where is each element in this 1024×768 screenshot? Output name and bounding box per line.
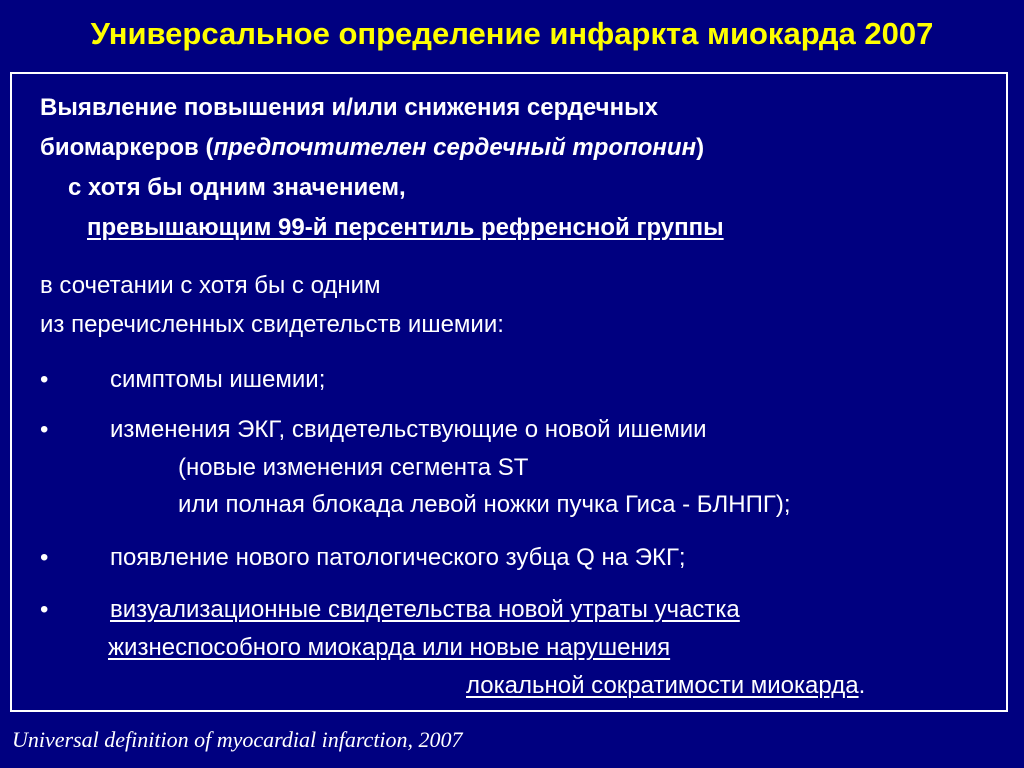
item-4-line-3 xyxy=(466,671,865,701)
criterion-line-2-pre: биомаркеров ( xyxy=(40,134,214,161)
item-4-line-3-end: . xyxy=(858,672,866,699)
item-3-line-1: появление нового патологического зубца Q на ЭКГ; xyxy=(110,544,686,571)
item-2-line-3: или полная блокада левой ножки пучка Гиса - БЛНПГ); xyxy=(178,491,791,518)
bullet-1: • xyxy=(40,366,49,393)
bullet-2: • xyxy=(40,416,49,443)
source-citation: Universal definition of myocardial infarction, 2007 xyxy=(12,727,463,752)
criterion-line-4: превышающим 99-й персентиль рефренсной группы xyxy=(87,214,724,241)
item-2-line-1: изменения ЭКГ, свидетельствующие о новой ишемии xyxy=(110,416,707,443)
item-4-line-1: визуализационные свидетельства новой утраты участка xyxy=(110,596,740,623)
intro-line-1: в сочетании с хотя бы с одним xyxy=(40,272,381,299)
item-4-line-3-text: локальной сократимости миокарда xyxy=(466,672,859,699)
item-2-line-2: (новые изменения сегмента ST xyxy=(178,454,529,481)
intro-line-2: из перечисленных свидетельств ишемии: xyxy=(40,311,504,338)
slide-title: Универсальное определение инфаркта миокарда 2007 xyxy=(90,16,934,51)
criterion-line-2 xyxy=(40,133,704,163)
criterion-line-3: с хотя бы одним значением, xyxy=(68,174,406,201)
bullet-4: • xyxy=(40,596,49,623)
criterion-line-2-post: ) xyxy=(696,134,705,161)
item-1-line-1: симптомы ишемии; xyxy=(110,366,326,393)
criterion-line-2-italic: предпочтителен сердечный тропонин xyxy=(213,134,697,161)
item-4-line-2: жизнеспособного миокарда или новые нарушения xyxy=(108,634,671,661)
criterion-line-1: Выявление повышения и/или снижения сердечных xyxy=(40,94,658,121)
bullet-3: • xyxy=(40,544,49,571)
